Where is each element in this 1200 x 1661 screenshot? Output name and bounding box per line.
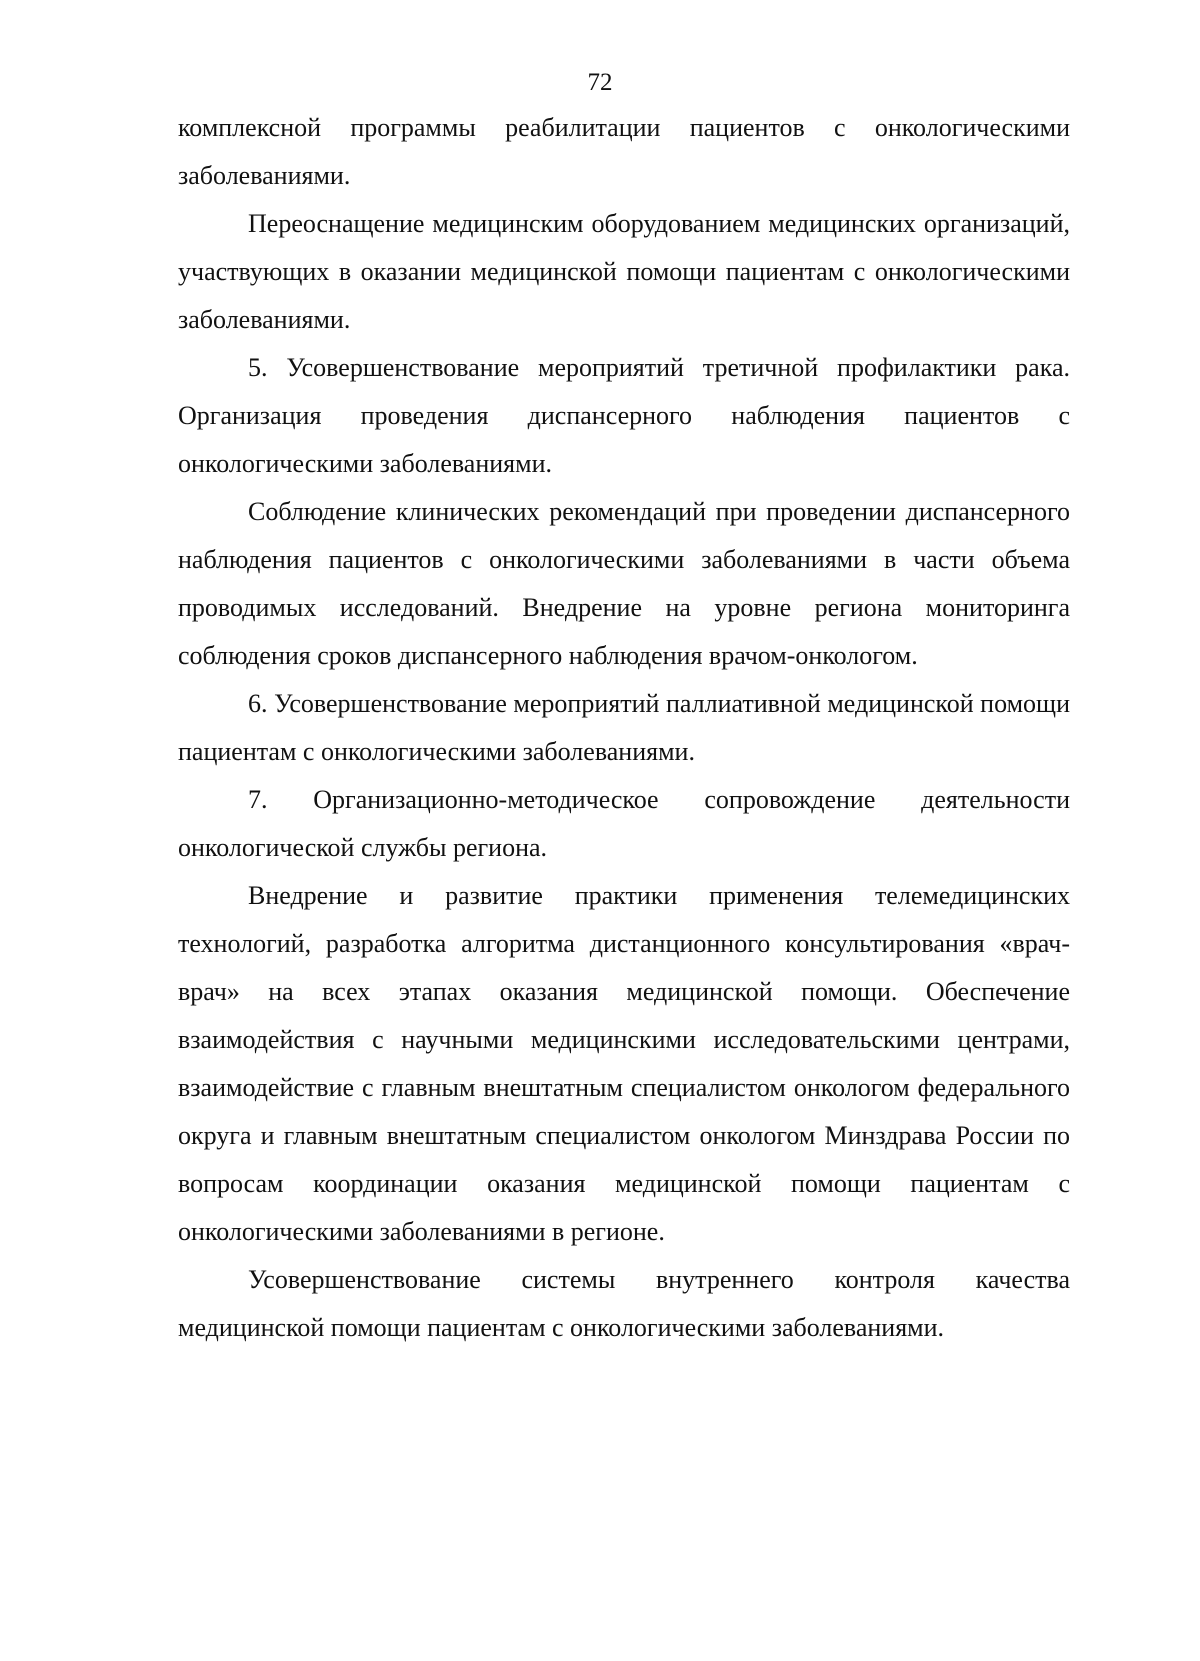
- document-body: [178, 104, 1070, 1352]
- paragraph-quality-control: Усовершенствование системы внутреннего контроля качества медицинской помощи пациентам с онкологическими заболеваниями.: [178, 1265, 1070, 1342]
- page-number: 72: [587, 69, 613, 96]
- paragraph-equipment: Переоснащение медицинским оборудованием медицинских организаций, участвующих в оказании медицинской помощи пациентам с онкологическими заболеваниями.: [178, 209, 1070, 334]
- paragraph-item-7: 7. Организационно-методическое сопровождение деятельности онкологической службы региона.: [178, 785, 1070, 862]
- paragraph-item-5: 5. Усовершенствование мероприятий третичной профилактики рака. Организация проведения диспансерного наблюдения пациентов с онкологическими заболеваниями.: [178, 353, 1070, 478]
- paragraph-telemedicine: Внедрение и развитие практики применения телемедицинских технологий, разработка алгоритма дистанционного консультирования «врач-врач» на всех этапах оказания медицинской помощи. Обеспечение взаимодействия с научными медицинскими исследовательскими центрами, взаимодействие с главным внештатным специалистом онкологом федерального округа и главным внештатным специалистом онкологом Минздрава России по вопросам координации оказания медицинской помощи пациентам с онкологическими заболеваниями в регионе.: [178, 881, 1070, 1246]
- paragraph-continuation: комплексной программы реабилитации пациентов с онкологическими заболеваниями.: [178, 113, 1070, 190]
- paragraph-item-6: 6. Усовершенствование мероприятий паллиативной медицинской помощи пациентам с онкологическими заболеваниями.: [178, 689, 1070, 766]
- paragraph-clinical-guidelines: Соблюдение клинических рекомендаций при проведении диспансерного наблюдения пациентов с онкологическими заболеваниями в части объема проводимых исследований. Внедрение на уровне региона мониторинга соблюдения сроков диспансерного наблюдения врачом-онкологом.: [178, 497, 1070, 670]
